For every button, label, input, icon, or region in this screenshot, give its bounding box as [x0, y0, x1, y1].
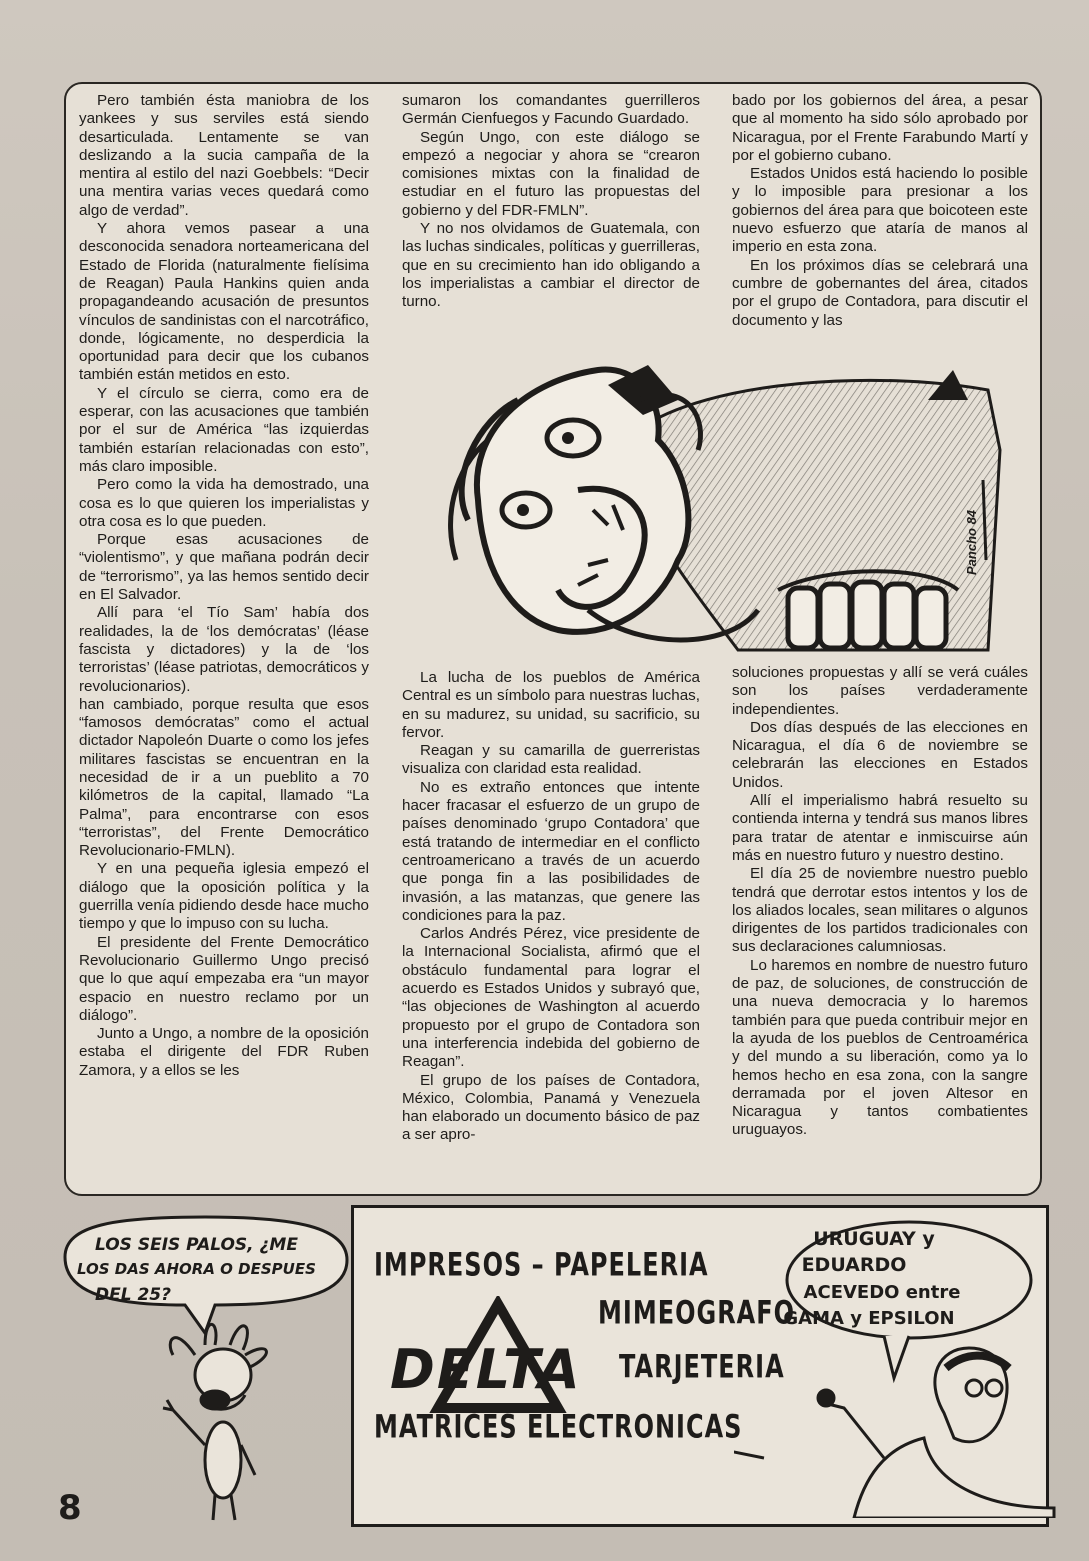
ad-bubble-line-4: GAMA y EPSILON: [783, 1308, 955, 1329]
speech-bubble-line-3: DEL 25?: [95, 1285, 171, 1305]
paragraph: El grupo de los países de Contadora, México, Colombia, Panamá y Venezuela han elaborado un documento básico de paz a ser apro-: [402, 1071, 700, 1144]
paragraph: han cambiado, porque resulta que esos “famosos demócratas” como el actual dictador Napoleón Duarte o como los jefes militares fascistas se encuentran en la necesidad de ir a un pueblito a 70 kilómetros de la capital, llamado “La Palma”, para encontrarse con esos “terroristas”, del Frente Democrático Revolucionario-FMLN).: [79, 695, 369, 860]
paragraph: Y ahora vemos pasear a una desconocida senadora norteamericana del Estado de Florida (naturalmente fielísima de Reagan) Paula Hankins quien anda propagandeando acusación de presuntos vínculos de sandinistas con el narcotráfico, donde, lógicamente, no desperdicia la oportunidad para decir que los cubanos también están metidos en esto.: [79, 220, 369, 384]
paragraph: Dos días después de las elecciones en Nicaragua, el día 6 de noviembre se celebrarán las elecciones en Estados Unidos.: [732, 718, 1028, 791]
ad-line-impresos: IMPRESOS – PAPELERIA: [374, 1246, 709, 1284]
paragraph: En los próximos días se celebrará una cumbre de gobernantes del área, citados por el grupo de Contadora, para discutir el documento y las: [732, 256, 1028, 329]
paragraph: Junto a Ungo, a nombre de la oposición estaba el dirigente del FDR Ruben Zamora, y a ellos se les: [79, 1025, 369, 1079]
paragraph: sumaron los comandantes guerrilleros Germán Cienfuegos y Facundo Guardado.: [402, 92, 700, 128]
paragraph: Allí para ‘el Tío Sam’ había dos realidades, la de ‘los demócratas’ (léase fascista y dictadores) y la de ‘los terroristas’ (léase patriotas, democráticos y revolucionarios).: [79, 604, 369, 695]
cartoon-character: [55, 1205, 355, 1525]
speech-bubble-line-2: LOS DAS AHORA O DESPUES: [77, 1260, 316, 1278]
speech-bubble-line-1: LOS SEIS PALOS, ¿ME: [95, 1235, 298, 1255]
paragraph: soluciones propuestas y allí se verá cuáles son los países verdaderamente independientes.: [732, 664, 1028, 718]
paragraph: bado por los gobiernos del área, a pesar que al momento ha sido sólo aprobado por Nicaragua, por el Frente Farabundo Martí y por el gobierno cubano.: [732, 92, 1028, 164]
paragraph: El día 25 de noviembre nuestro pueblo tendrá que derrotar estos intentos y los de los aliados locales, sean militares o algunos dirigentes de los partidos tradicionales con sus declaraciones calumniosas.: [732, 865, 1028, 956]
article-box: [64, 82, 1042, 1196]
paragraph: Y no nos olvidamos de Guatemala, con las luchas sindicales, políticas y guerrilleras, que en su crecimiento han ido obligando a los imperialistas a cambiar el director de turno.: [402, 220, 700, 311]
paragraph: Y el círculo se cierra, como era de esperar, con las acusaciones que también por el sur de América “las izquierdas también estarían relacionadas con esto”, más claro imposible.: [79, 384, 369, 475]
page-number: 8: [58, 1488, 82, 1528]
delta-logo-text: DELTA: [390, 1338, 582, 1401]
article-column-2-top: [402, 92, 700, 312]
ad-bubble-line-3: ACEVEDO entre: [803, 1282, 961, 1303]
bottom-section: [55, 1205, 1045, 1525]
dragon-drawing-icon: [408, 360, 1004, 660]
paragraph: Carlos Andrés Pérez, vice presidente de la Internacional Socialista, afirmó que el obstáculo fundamental para lograr el acuerdo es Estados Unidos y subrayó que, “las objeciones de Washington al acuerdo propuesto por el grupo de Contadora son una interferencia indebida del gobierno de Reagan”.: [402, 925, 700, 1071]
paragraph: Lo haremos en nombre de nuestro futuro de paz, de soluciones, de construcción de una nueva democracia y lo haremos también para que pueda contribuir mejor en la ayuda de los pueblos de Centroamérica y del mundo a su liberación, como ya lo hemos hecho en esa zona, con la sangre derramada por el joven Altesor en Nicaragua y tantos combatientes uruguayos.: [732, 956, 1028, 1139]
paragraph: El presidente del Frente Democrático Revolucionario Guillermo Ungo precisó que lo que aquí empezaba era “un mayor espacio en nuestro reclamo por un diálogo”.: [79, 933, 369, 1024]
illustration-signature: Pancho 84: [964, 509, 979, 575]
paragraph: Reagan y su camarilla de guerreristas visualiza con claridad esta realidad.: [402, 742, 700, 778]
ad-line-tarjeteria: TARJETERIA: [619, 1348, 785, 1386]
paragraph: La lucha de los pueblos de América Central es un símbolo para nuestras luchas, en su madurez, su unidad, su sacrificio, su fervor.: [402, 669, 700, 741]
ad-line-mimeografo: MIMEOGRAFO: [598, 1294, 796, 1332]
paragraph: Pero también ésta maniobra de los yankees y sus serviles está siendo desarticulada. Lentamente se van deslizando a la sucia campaña de la mentira al estilo del nazi Goebbels: “Decir una mentira varias veces quedará como algo de verdad”.: [79, 92, 369, 219]
dragon-illustration: [408, 360, 1004, 660]
paragraph: Allí el imperialismo habrá resuelto su contienda interna y tendrá sus manos libres para tratar de atentar e inmiscuirse aún más en nuestro futuro y nuestro destino.: [732, 792, 1028, 864]
ad-line-matrices: MATRICES ELECTRONICAS: [374, 1408, 743, 1446]
article-column-3-bottom: [732, 664, 1028, 1140]
paragraph: Según Ungo, con este diálogo se empezó a negociar y ahora se “crearon comisiones mixtas con la finalidad de estudiar en el futuro las propuestas del gobierno y del FDR-FMLN”.: [402, 128, 700, 219]
paragraph: Estados Unidos está haciendo lo posible y lo imposible para presionar a los gobiernos del área para que boicoteen este nuevo esfuerzo que ataría de manos al imperio en esta zona.: [732, 165, 1028, 256]
article-column-2-bottom: [402, 669, 700, 1145]
ad-bubble-line-2: EDUARDO: [801, 1254, 907, 1276]
paragraph: Y en una pequeña iglesia empezó el diálogo que la oposición política y la guerrilla venía pidiendo desde hace mucho tiempo y que lo impuso con su lucha.: [79, 860, 369, 933]
delta-advertisement: [351, 1205, 1049, 1527]
article-column-1: [79, 92, 369, 1080]
article-column-3-top: [732, 92, 1028, 330]
paragraph: Pero como la vida ha demostrado, una cosa es lo que quieren los imperialistas y otra cosa es lo que pueden.: [79, 476, 369, 530]
paragraph: No es extraño entonces que intente hacer fracasar el esfuerzo de un grupo de países denominado ‘grupo Contadora’ que está tratando de intermediar en el conflicto centroamericano a través de un acuerdo que ponga fin a las posibilidades de invasión, a las matanzas, que genere las condiciones para la paz.: [402, 778, 700, 924]
ad-bubble-line-1: URUGUAY y: [813, 1228, 935, 1250]
paragraph: Porque esas acusaciones de “violentismo”, y que mañana podrán decir de “terrorismo”, ya las hemos sentido decir en El Salvador.: [79, 531, 369, 604]
